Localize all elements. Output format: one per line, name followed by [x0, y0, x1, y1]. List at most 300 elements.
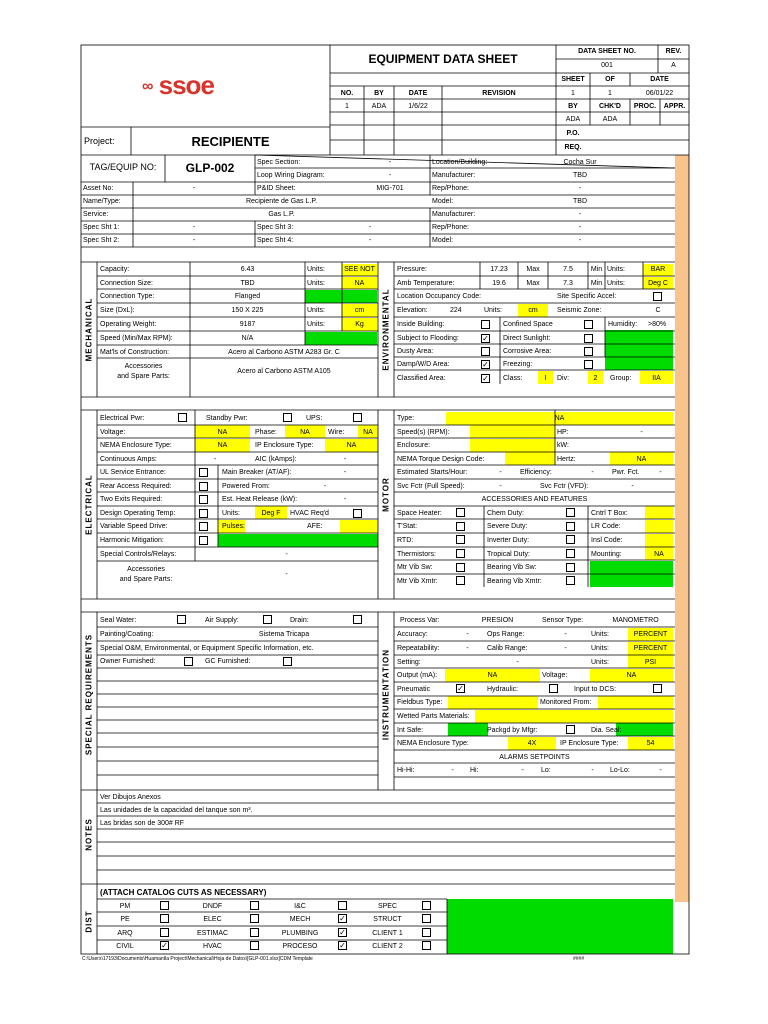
pressure-label: Pressure:: [397, 266, 427, 273]
enclosure-label: Enclosure:: [397, 442, 431, 449]
dist-pm-checkbox[interactable]: [160, 901, 169, 910]
rep-phone-label: Rep/Phone:: [432, 185, 469, 192]
proc-label: PROC.: [633, 103, 657, 110]
col-date: DATE: [408, 90, 428, 97]
pneumatic-label: Pneumatic: [397, 686, 431, 693]
rev-label: REV.: [665, 48, 682, 55]
cntrl-t-label: Cntrl T Box:: [591, 510, 628, 517]
severe-checkbox[interactable]: [566, 522, 575, 531]
units3-label: Units:: [591, 659, 609, 666]
seal-water-checkbox[interactable]: [177, 615, 186, 624]
group-label: Group:: [610, 375, 632, 382]
location-label: Location/Building:: [432, 159, 488, 166]
col-revision: REVISION: [482, 90, 516, 97]
model2-val: -: [578, 237, 582, 244]
inside-label: Inside Building:: [397, 321, 445, 328]
hvac-label: HVAC Req'd: [290, 510, 329, 517]
hihi-val: -: [451, 767, 454, 774]
loop-wiring-val: -: [388, 172, 392, 179]
units1-val: PERCENT: [633, 631, 668, 638]
instrumentation-title: INSTRUMENTATION: [381, 648, 391, 741]
drain-label: Drain:: [290, 617, 309, 624]
ip-label: IP Enclosure Type:: [255, 442, 314, 449]
afe-label: AFE:: [307, 523, 323, 530]
svc-vfd-val: -: [631, 483, 634, 490]
class-val: I: [544, 375, 547, 382]
div-val: 2: [593, 375, 598, 382]
ops-range-label: Ops Range:: [487, 631, 525, 638]
inside-checkbox[interactable]: [481, 320, 490, 329]
pid-val: MIG-701: [376, 185, 404, 192]
two-exits-checkbox[interactable]: [199, 495, 208, 504]
pwr-fct-label: Pwr. Fct.: [612, 469, 640, 476]
mech-spare-label: and Spare Parts:: [117, 373, 170, 380]
svc-full-label: Svc Fctr (Full Speed):: [397, 483, 465, 490]
mtr-vib-sw-label: Mtr Vib Sw:: [397, 564, 433, 571]
materials-val: Acero al Carbono ASTM A283 Gr. C: [228, 349, 340, 356]
nema-torque-label: NEMA Torque Design Code:: [397, 456, 485, 463]
service-val: Gas L.P.: [268, 211, 295, 218]
wire-val: NA: [363, 429, 373, 436]
instr-nema-val: 4X: [527, 740, 537, 747]
pulses-label: Pulses:: [222, 523, 245, 530]
tstat-checkbox[interactable]: [456, 522, 465, 531]
design-temp-units-label: Units:: [222, 510, 240, 517]
dist-proceso-label: PROCESO: [282, 943, 318, 950]
flooding-checkbox[interactable]: ✓: [482, 334, 489, 343]
dist-plumbing-checkbox[interactable]: ✓: [339, 928, 346, 937]
cont-amps-label: Continuous Amps:: [100, 456, 157, 463]
special-controls-label: Special Controls/Relays:: [100, 551, 177, 558]
capacity-val: 6.43: [240, 266, 255, 273]
temp-min-label: Min: [590, 280, 603, 287]
confined-checkbox[interactable]: [584, 320, 593, 329]
nema-val: NA: [217, 442, 228, 449]
aic-val: -: [343, 456, 347, 463]
harmonic-checkbox[interactable]: [199, 536, 208, 545]
project-label: Project:: [84, 137, 115, 146]
speed-label: Speed (Min/Max RPM):: [100, 335, 173, 342]
voltage-val: NA: [217, 429, 228, 436]
units1-label: Units:: [591, 631, 609, 638]
mtr-vib-sw-checkbox[interactable]: [456, 563, 465, 572]
bearing-x-checkbox[interactable]: [566, 576, 575, 585]
size-val: 150 X 225: [231, 307, 264, 314]
svc-full-val: -: [499, 483, 502, 490]
mechanical-title: MECHANICAL: [84, 297, 94, 362]
space-heater-checkbox[interactable]: [456, 508, 465, 517]
name-type-val: Recipiente de Gas L.P.: [245, 198, 318, 205]
manufacturer-val: TBD: [573, 172, 587, 179]
notes-title: NOTES: [84, 818, 94, 851]
of: 1: [608, 90, 612, 97]
corrosive-label: Corrosive Area:: [503, 348, 552, 355]
output-val: NA: [487, 672, 498, 679]
packgd-label: Packgd by Mfgr:: [487, 727, 538, 734]
humidity-val: >80%: [648, 321, 667, 328]
calib-val: -: [564, 645, 567, 652]
dist-elec-checkbox[interactable]: [250, 914, 259, 923]
note-line-1: Ver Dibujos Anexos: [100, 794, 161, 801]
spec-sht1-val: -: [192, 224, 196, 231]
logo-mark-icon: ∞: [142, 78, 153, 96]
rear-checkbox[interactable]: [199, 482, 208, 491]
ups-label: UPS:: [306, 415, 323, 422]
powered-val: -: [323, 483, 327, 490]
dist-civil-label: CIVIL: [116, 943, 134, 950]
project-value: RECIPIENTE: [191, 134, 270, 149]
tropical-checkbox[interactable]: [566, 549, 575, 558]
corrosive-checkbox[interactable]: [584, 347, 593, 356]
loop-wiring-label: Loop Wiring Diagram:: [257, 172, 325, 179]
motor-title: MOTOR: [381, 477, 391, 512]
electrical-title: ELECTRICAL: [84, 474, 94, 535]
air-supply-checkbox[interactable]: [263, 615, 272, 624]
wetted-label: Wetted Parts Materials:: [397, 713, 470, 720]
main-breaker-val: -: [343, 469, 347, 476]
space-heater-label: Space Heater:: [397, 510, 442, 517]
repeat-val: -: [466, 645, 469, 652]
name-type-label: Name/Type:: [83, 198, 121, 205]
ul-checkbox[interactable]: [199, 468, 208, 477]
standby-checkbox[interactable]: [283, 413, 292, 422]
gc-checkbox[interactable]: [283, 657, 292, 666]
spec-sht4-label: Spec Sht 4:: [257, 237, 294, 244]
dist-struct-checkbox[interactable]: [422, 914, 431, 923]
row-date: 1/6/22: [408, 103, 428, 110]
capacity-label: Capacity:: [100, 266, 130, 273]
severe-label: Severe Duty:: [487, 523, 528, 530]
seismic-label: Seismic Zone:: [557, 307, 602, 314]
mech-accessories-label: Accessories: [124, 363, 163, 370]
voltage-label: Voltage:: [100, 429, 126, 436]
dist-ic-label: I&C: [294, 903, 306, 910]
po-label: P.O.: [566, 130, 580, 137]
pressure-max: 7.5: [563, 266, 573, 273]
elec-pwr-label: Electrical Pwr:: [100, 415, 145, 422]
gc-label: GC Furnished:: [205, 658, 251, 665]
mounting-label: Mounting:: [591, 551, 622, 558]
op-weight-val: 9187: [239, 321, 256, 328]
int-safe-label: Int Safe:: [397, 727, 424, 734]
owner-checkbox[interactable]: [184, 657, 193, 666]
sensor-val: MANOMETRO: [612, 617, 659, 624]
weight-units: Kg: [355, 321, 364, 328]
lr-code-label: LR Code:: [591, 523, 621, 530]
rtd-checkbox[interactable]: [456, 535, 465, 544]
dist-arq-label: ARQ: [117, 930, 133, 937]
dia-seal-label: Dia. Seal:: [591, 727, 622, 734]
dist-client2-label: CLIENT 2: [372, 943, 403, 950]
dist-dndf-checkbox[interactable]: [250, 901, 259, 910]
instr-nema-label: NEMA Enclosure Type:: [397, 740, 469, 747]
by-label: BY: [568, 103, 578, 110]
process-var-label: Process Var:: [400, 617, 440, 624]
rep-phone2-label: Rep/Phone:: [432, 224, 469, 231]
elec-pwr-checkbox[interactable]: [178, 413, 187, 422]
col-by: BY: [374, 90, 384, 97]
instr-voltage-val: NA: [626, 672, 637, 679]
site-accel-checkbox[interactable]: [653, 292, 662, 301]
dist-mech-label: MECH: [289, 916, 311, 923]
starts-val: -: [499, 469, 502, 476]
dist-arq-checkbox[interactable]: [160, 928, 169, 937]
dist-pm-label: PM: [119, 903, 131, 910]
accuracy-label: Accuracy:: [397, 631, 428, 638]
alarms-title: ALARMS SETPOINTS: [499, 754, 570, 761]
doc-title: EQUIPMENT DATA SHEET: [368, 52, 518, 66]
temp-max-label: Max: [526, 280, 540, 287]
elec-accessories-label: Accessories: [127, 566, 165, 573]
dist-estimac-label: ESTIMAC: [196, 930, 229, 937]
sunlight-label: Direct Sunlight:: [503, 335, 551, 342]
rev: A: [671, 62, 676, 69]
phase-val: NA: [300, 429, 310, 436]
amb-temp-label: Amb Temperature:: [397, 280, 455, 287]
monitored-label: Monitored From:: [540, 699, 592, 706]
dist-proceso-checkbox[interactable]: ✓: [339, 941, 346, 950]
starts-label: Estimated Starts/Hour:: [397, 469, 468, 476]
hihi-label: Hi-Hi:: [397, 767, 415, 774]
dist-title: DIST: [84, 910, 94, 933]
pid-label: P&ID Sheet:: [257, 185, 296, 192]
dist-mech-checkbox[interactable]: ✓: [339, 914, 346, 923]
freezing-label: Freezing:: [503, 361, 533, 368]
model-val: TBD: [573, 198, 587, 205]
packgd-checkbox[interactable]: [566, 725, 575, 734]
spec-sht3-val: -: [368, 224, 372, 231]
amb-temp-val: 19.6: [492, 280, 506, 287]
nema-label: NEMA Enclosure Type:: [100, 442, 172, 449]
mech-accessories-val: Acero al Carbono ASTM A105: [237, 368, 331, 375]
rep-phone-val: -: [578, 185, 582, 192]
dist-dndf-label: DNDF: [202, 903, 223, 910]
speeds-label: Speed(s) (RPM):: [397, 429, 450, 436]
lolo-label: Lo-Lo:: [610, 767, 630, 774]
class-label: Class:: [503, 375, 523, 382]
inverter-checkbox[interactable]: [566, 535, 575, 544]
confined-label: Confined Space: [503, 321, 553, 328]
col-no: NO.: [340, 90, 354, 97]
hertz-label: Hertz:: [557, 456, 576, 463]
ups-checkbox[interactable]: [353, 413, 362, 422]
location-val: Cocha Sur: [563, 159, 597, 166]
bearing-sw-label: Bearing Vib Sw:: [487, 564, 537, 571]
temp-units: Deg C: [648, 280, 668, 287]
dist-hvac-label: HVAC: [203, 943, 222, 950]
bearing-x-label: Bearing Vib Xmtr:: [487, 578, 542, 585]
asset-no-val: -: [192, 185, 196, 192]
calib-label: Calib Range:: [487, 645, 528, 652]
motor-type-label: Type:: [397, 415, 415, 422]
units3-val: PSI: [644, 659, 657, 666]
dist-spec-checkbox[interactable]: [422, 901, 431, 910]
spec-sht1-label: Spec Sht 1:: [83, 224, 120, 231]
drain-checkbox[interactable]: [353, 615, 362, 624]
pneumatic-checkbox[interactable]: ✓: [457, 684, 464, 693]
rep-phone2-val: -: [578, 224, 582, 231]
standby-label: Standby Pwr:: [206, 415, 248, 422]
hi-label: Hi:: [470, 767, 479, 774]
spec-sht2-label: Spec Sht 2:: [83, 237, 120, 244]
elev-units-label: Units:: [484, 307, 502, 314]
elevation-label: Elevation:: [397, 307, 428, 314]
svc-vfd-label: Svc Fctr (VFD):: [540, 483, 589, 490]
dist-pe-checkbox[interactable]: [160, 914, 169, 923]
conn-type-val: Flanged: [234, 293, 261, 300]
painting-val: Sistema Tricapa: [258, 631, 310, 638]
vsd-label: Variable Speed Drive:: [100, 523, 168, 530]
elec-spare-label: and Spare Parts:: [119, 576, 173, 583]
hp-label: HP:: [557, 429, 569, 436]
note-line-2: Las unidades de la capacidad del tanque son m³.: [100, 807, 253, 814]
op-weight-label: Operating Weight:: [100, 321, 157, 328]
hertz-val: NA: [636, 456, 647, 463]
manufacturer2-val: -: [578, 211, 582, 218]
pressure-min-label: Min: [590, 266, 603, 273]
mtr-vib-x-checkbox[interactable]: [456, 576, 465, 585]
owner-label: Owner Furnished:: [100, 658, 156, 665]
note-line-3: Las bridas son de 300# RF: [100, 820, 185, 827]
tag-value: GLP-002: [185, 161, 235, 175]
conn-size-label: Connection Size:: [100, 280, 153, 287]
conn-units: NA: [354, 280, 365, 287]
sheet-no-label: DATA SHEET NO.: [578, 48, 636, 55]
freezing-checkbox[interactable]: [584, 360, 593, 369]
mounting-val: NA: [654, 551, 664, 558]
sheet: 1: [571, 90, 575, 97]
capacity-units: SEE NOT: [344, 266, 375, 273]
environmental-title: ENVIRONMENTAL: [381, 288, 391, 371]
dist-civil-checkbox[interactable]: ✓: [161, 941, 168, 950]
lo-val: -: [591, 767, 594, 774]
row-by: ADA: [371, 103, 387, 110]
pressure-units-label: Units:: [607, 266, 625, 273]
dist-client1-checkbox[interactable]: [422, 928, 431, 937]
company-logo: [142, 72, 214, 100]
setting-label: Setting:: [397, 659, 421, 666]
efficiency-label: Efficiency:: [520, 469, 552, 476]
design-temp-checkbox[interactable]: [199, 509, 208, 518]
of-label: OF: [605, 76, 615, 83]
elevation-val: 224: [450, 307, 462, 314]
air-supply-label: Air Supply:: [205, 617, 239, 624]
instr-voltage-label: Voltage:: [542, 672, 568, 679]
manufacturer-label: Manufacturer:: [432, 172, 476, 179]
units2-val: PERCENT: [633, 645, 668, 652]
sheet-no: 001: [601, 62, 613, 69]
efficiency-val: -: [591, 469, 594, 476]
dist-hvac-checkbox[interactable]: [250, 941, 259, 950]
conn-units-label: Units:: [307, 280, 325, 287]
weight-units-label: Units:: [307, 321, 325, 328]
special-controls-val: -: [285, 551, 288, 558]
main-breaker-label: Main Breaker (AT/AF):: [222, 469, 292, 476]
sheet-label: SHEET: [561, 76, 585, 83]
design-temp-units: Deg F: [261, 510, 281, 517]
service-label: Service:: [83, 211, 109, 218]
units2-label: Units:: [591, 645, 609, 652]
pressure-units: BAR: [650, 266, 666, 273]
dist-struct-label: STRUCT: [373, 916, 402, 923]
sunlight-checkbox[interactable]: [584, 334, 593, 343]
size-label: Size (DxL):: [100, 307, 135, 314]
spec-sht3-label: Spec Sht 3:: [257, 224, 294, 231]
lolo-val: -: [659, 767, 662, 774]
spec-section-label: Spec Section:: [257, 159, 301, 166]
input-dcs-checkbox[interactable]: [653, 684, 662, 693]
phase-label: Phase:: [255, 429, 277, 436]
hvac-checkbox[interactable]: [353, 509, 362, 518]
req-label: REQ.: [564, 144, 582, 151]
by: ADA: [565, 116, 581, 123]
elec-accessories-val: -: [285, 571, 288, 578]
speed-val: N/A: [241, 335, 254, 342]
damp-checkbox[interactable]: ✓: [482, 360, 489, 369]
instr-ip-label: IP Enclosure Type:: [560, 740, 619, 747]
dusty-label: Dusty Area:: [397, 348, 434, 355]
classified-label: Classified Area:: [397, 375, 446, 382]
spec-section-val: -: [388, 159, 392, 166]
repeat-label: Repeatability:: [397, 645, 440, 652]
rtd-label: RTD:: [397, 537, 414, 544]
conn-size-val: TBD: [240, 280, 255, 287]
sensor-label: Sensor Type:: [542, 617, 584, 624]
bearing-sw-checkbox[interactable]: [566, 563, 575, 572]
attach-catalog-label: (ATTACH CATALOG CUTS AS NECESSARY): [100, 888, 267, 897]
classified-checkbox[interactable]: ✓: [482, 374, 489, 383]
dist-ic-checkbox[interactable]: [338, 901, 347, 910]
accuracy-val: -: [466, 631, 469, 638]
dist-spec-label: SPEC: [377, 903, 398, 910]
heat-label: Est. Heat Release (kW):: [222, 496, 298, 503]
chkd: ADA: [602, 116, 618, 123]
heat-val: -: [343, 496, 347, 503]
process-var-val: PRESION: [481, 617, 514, 624]
lo-label: Lo:: [541, 767, 551, 774]
thermistors-checkbox[interactable]: [456, 549, 465, 558]
tropical-label: Tropical Duty:: [487, 551, 530, 558]
harmonic-label: Harmonic Mitigation:: [100, 537, 164, 544]
chem-duty-checkbox[interactable]: [566, 508, 575, 517]
appr-label: APPR.: [663, 103, 686, 110]
flooding-label: Subject to Flooding:: [397, 335, 459, 342]
dist-estimac-checkbox[interactable]: [250, 928, 259, 937]
spec-sht2-val: -: [192, 237, 196, 244]
insl-label: Insl Code:: [591, 537, 623, 544]
dist-client1-label: CLIENT 1: [372, 930, 403, 937]
special-oam-label: Special O&M, Environmental, or Equipment Specific Information, etc.: [100, 645, 314, 652]
manufacturer2-label: Manufacturer:: [432, 211, 476, 218]
dist-elec-label: ELEC: [203, 916, 222, 923]
site-accel-label: Site Specific Accel:: [557, 293, 617, 300]
asset-no-label: Asset No:: [83, 185, 114, 192]
setting-val: -: [516, 659, 519, 666]
vsd-checkbox[interactable]: [199, 522, 208, 531]
footer-code: ####: [573, 956, 585, 962]
pressure-val: 17.23: [490, 266, 508, 273]
hydraulic-label: Hydraulic:: [487, 686, 519, 693]
special-req-title: SPECIAL REQUIREMENTS: [84, 633, 94, 756]
humidity-label: Humidity:: [608, 321, 638, 328]
dist-client2-checkbox[interactable]: [422, 941, 431, 950]
materials-label: Mat'ls of Construction:: [100, 349, 170, 356]
fieldbus-label: Fieldbus Type:: [397, 699, 443, 706]
temp-units-label: Units:: [607, 280, 625, 287]
hp-val: -: [640, 429, 643, 436]
dusty-checkbox[interactable]: [481, 347, 490, 356]
hydraulic-checkbox[interactable]: [549, 684, 558, 693]
